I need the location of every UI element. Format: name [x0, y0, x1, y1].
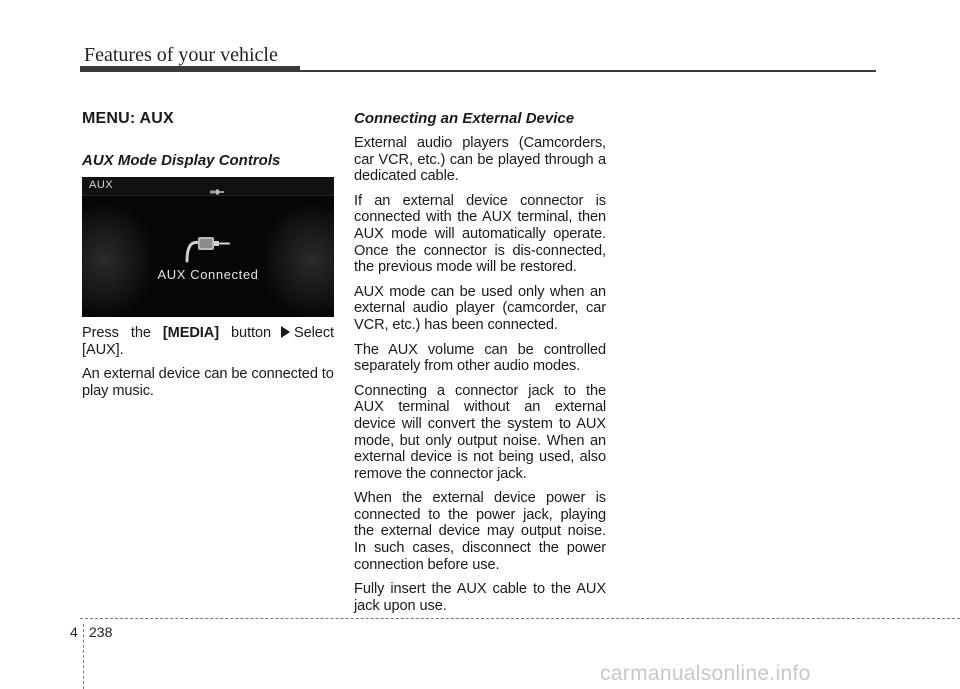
header-bar-accent [80, 66, 300, 72]
screen-status-bar [82, 177, 334, 196]
menu-title: MENU: AUX [82, 110, 174, 127]
right-triangle-icon [281, 326, 290, 338]
connecting-device-heading: Connecting an External Device [354, 110, 575, 127]
left-paragraph-2: An external device can be connected to play music. [82, 366, 334, 399]
aux-cable-icon [184, 233, 232, 268]
screen-speaker-glow-left [82, 205, 152, 315]
aux-display-controls-heading: AUX Mode Display Controls [82, 152, 281, 169]
press-prefix: Press the [82, 325, 151, 341]
right-paragraph: The AUX volume can be controlled separately from other audio modes. [354, 341, 606, 375]
right-paragraph: When the external device power is connected to the power jack, playing the external device may output noise. In such cases, disconnect the power connection before use. [354, 490, 606, 573]
section-header: Features of your vehicle [84, 44, 278, 66]
aux-screen-image [82, 177, 334, 317]
left-column [82, 110, 334, 407]
screen-speaker-glow-right [264, 205, 334, 315]
header-bar-rule [300, 70, 876, 72]
right-paragraph: If an external device connector is connected with the AUX terminal, then AUX mode will automatically operate. Once the connector is dis-connected, the previous mode will be restored. [354, 192, 606, 276]
media-button-label: [MEDIA] [162, 325, 219, 341]
press-instruction [82, 325, 334, 358]
press-suffix: Select [AUX]. [82, 325, 334, 358]
right-paragraph: AUX mode can be used only when an external audio player (camcorder, car VCR, etc.) has been connected. [354, 283, 606, 333]
aux-connected-status: AUX Connected [157, 267, 259, 282]
right-paragraph: Fully insert the AUX cable to the AUX jack upon use. [354, 581, 606, 614]
right-paragraph: Connecting a connector jack to the AUX terminal without an external device will convert the system to AUX mode, but only output noise. When an external device is not being used, also remove the connector jack. [354, 382, 606, 482]
right-column [354, 110, 606, 622]
footer-vertical-rule [83, 624, 84, 689]
page-number: 238 [89, 624, 113, 640]
watermark-text: carmanualsonline.info [600, 662, 811, 685]
aux-plug-icon [210, 182, 224, 200]
footer-rule [80, 618, 960, 619]
chapter-number: 4 [70, 624, 78, 640]
press-middle: button [231, 325, 272, 341]
right-paragraph: External audio players (Camcorders, car VCR, etc.) can be played through a dedicated cable. [354, 135, 606, 185]
screen-mode-label: AUX [89, 179, 114, 191]
